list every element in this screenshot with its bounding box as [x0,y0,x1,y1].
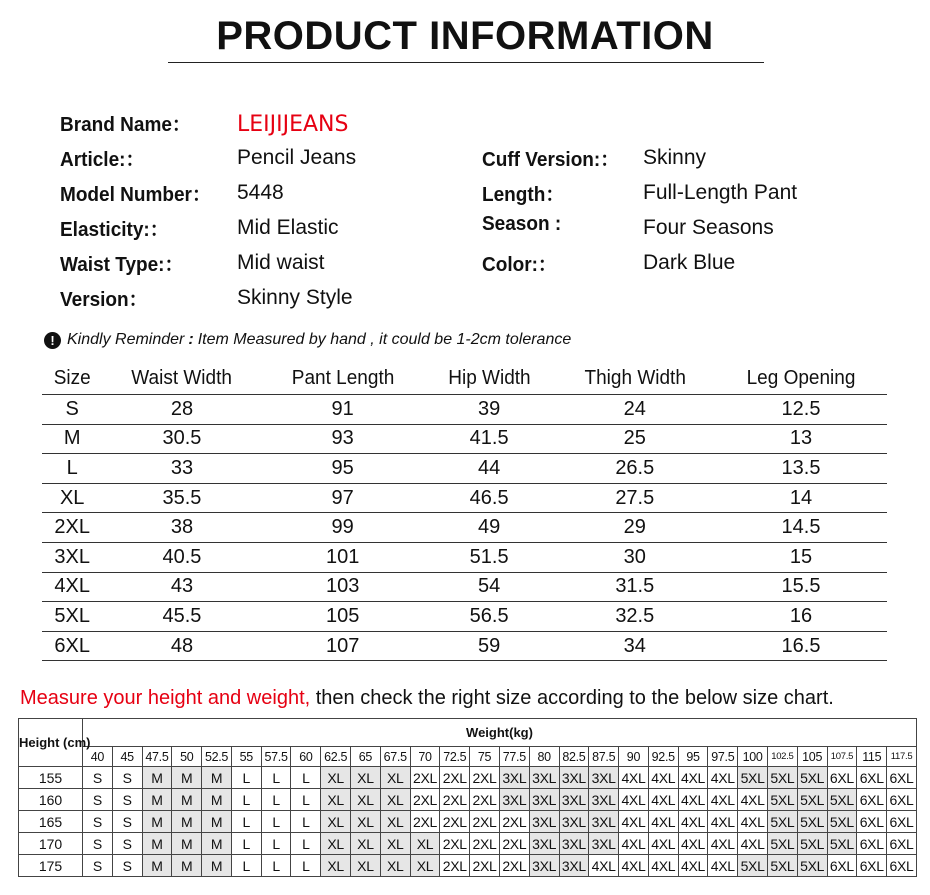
table-row [42,454,887,484]
size-cell: 4XL [708,811,738,833]
measurement-cell: 45.5 [102,602,261,632]
size-cell: L [42,454,102,484]
size-cell: L [261,833,291,855]
measurement-table [42,362,887,661]
size-cell: M [202,833,232,855]
notice-highlight: Measure your height and weight, [20,687,311,709]
size-cell: XL [42,483,102,513]
measurement-cell: 51.5 [424,542,555,572]
weight-cell: 55 [231,747,261,767]
size-cell: 2XL [470,811,500,833]
height-header: Height (cm) [19,719,83,767]
waist-type-value: Mid waist [237,251,325,274]
measurement-cell: 40.5 [102,542,261,572]
size-cell: M [172,855,202,877]
size-cell: 5XL [738,855,768,877]
size-cell: M [142,833,172,855]
measurement-cell: 93 [262,424,424,454]
chart-row [19,811,917,833]
size-cell: 3XL [589,833,619,855]
size-cell: 3XL [589,767,619,789]
height-weight-size-chart [18,718,917,877]
size-cell: XL [351,833,381,855]
size-cell: 6XL [887,833,917,855]
size-cell: 3XL [559,767,589,789]
size-cell: XL [351,855,381,877]
size-cell: 6XL [857,767,887,789]
cuff-version-value: Skinny [643,146,707,169]
size-cell: XL [351,811,381,833]
weight-cell: 92.5 [648,747,678,767]
size-cell: 3XL [42,542,102,572]
weight-cell: 72.5 [440,747,470,767]
weight-cell: 62.5 [321,747,351,767]
version-label: Version： [60,289,148,311]
measurement-cell: 30 [555,542,715,572]
size-cell: 6XL [827,767,857,789]
height-cell: 165 [19,811,83,833]
size-cell: M [142,767,172,789]
size-cell: 4XL [678,855,708,877]
measurement-cell: 13 [715,424,887,454]
size-cell: 3XL [529,833,559,855]
measurement-cell: 95 [262,454,424,484]
size-cell: 4XL [708,789,738,811]
measurement-cell: 107 [262,631,424,661]
size-cell: L [291,855,321,877]
size-cell: 2XL [440,855,470,877]
cuff-version-label: Cuff Version:： [482,149,620,171]
measurement-cell: 27.5 [555,483,715,513]
size-cell: S [112,767,142,789]
size-cell: 4XL [738,811,768,833]
measurement-cell: 29 [555,513,715,543]
size-cell: 4XL [708,833,738,855]
size-cell: 6XL [887,767,917,789]
size-cell: 5XL [767,811,797,833]
table-row [42,602,887,632]
measurement-cell: 97 [262,483,424,513]
size-cell: 5XL [42,602,102,632]
measurement-cell: 43 [102,572,261,602]
size-cell: L [291,789,321,811]
weight-cell: 70 [410,747,440,767]
weight-cell: 97.5 [708,747,738,767]
size-cell: M [202,811,232,833]
size-cell: 5XL [797,789,827,811]
size-cell: S [83,833,113,855]
size-cell: 2XL [440,767,470,789]
height-cell: 155 [19,767,83,789]
measurement-cell: 46.5 [424,483,555,513]
size-cell: 5XL [797,811,827,833]
column-header: Hip Width [447,366,531,389]
size-cell: 2XL [470,767,500,789]
weight-header: Weight(kg) [83,719,917,747]
size-cell: 2XL [499,855,529,877]
size-cell: 3XL [559,833,589,855]
weight-cell: 87.5 [589,747,619,767]
size-cell: XL [321,811,351,833]
size-cell: S [83,767,113,789]
size-chart-notice [20,687,834,710]
size-cell: M [42,424,102,454]
size-cell: 3XL [529,855,559,877]
measurement-table-header [42,362,887,395]
size-cell: L [231,789,261,811]
page-title: PRODUCT INFORMATION [216,14,714,58]
size-cell: 5XL [767,767,797,789]
measurement-cell: 103 [262,572,424,602]
size-cell: 2XL [470,833,500,855]
weight-cell: 117.5 [887,747,917,767]
size-cell: 3XL [559,855,589,877]
measurement-cell: 15 [715,542,887,572]
size-cell: XL [380,855,410,877]
weight-cell: 65 [351,747,381,767]
weight-cell: 105 [797,747,827,767]
size-cell: 4XL [619,767,649,789]
size-cell: 5XL [738,767,768,789]
size-cell: 2XL [440,833,470,855]
size-cell: XL [321,855,351,877]
size-cell: M [172,811,202,833]
chart-row [19,789,917,811]
weight-cell: 52.5 [202,747,232,767]
size-cell: M [142,811,172,833]
size-cell: M [172,833,202,855]
size-cell: S [42,395,102,425]
table-row [42,424,887,454]
weight-cell: 75 [470,747,500,767]
weight-cell: 100 [738,747,768,767]
size-cell: XL [380,789,410,811]
table-row [42,542,887,572]
size-cell: 6XL [857,833,887,855]
column-header: Leg Opening [746,366,856,389]
size-cell: XL [321,833,351,855]
size-cell: L [291,811,321,833]
column-header: Pant Length [291,366,394,389]
height-cell: 175 [19,855,83,877]
measurement-cell: 59 [424,631,555,661]
weight-cell: 82.5 [559,747,589,767]
size-cell: 3XL [499,767,529,789]
measurement-cell: 105 [262,602,424,632]
measurement-cell: 39 [424,395,555,425]
size-cell: S [112,789,142,811]
measurement-cell: 24 [555,395,715,425]
elasticity-label: Elasticity:： [60,219,169,241]
size-cell: L [261,789,291,811]
weight-cell: 107.5 [827,747,857,767]
chart-row [19,855,917,877]
size-cell: 4XL [42,572,102,602]
size-cell: L [231,833,261,855]
table-row [42,572,887,602]
measurement-reminder [44,331,571,349]
size-cell: XL [380,767,410,789]
size-cell: L [261,855,291,877]
size-cell: M [142,855,172,877]
model-number-label: Model Number： [60,184,211,206]
size-cell: 2XL [42,513,102,543]
size-cell: 3XL [559,811,589,833]
model-number-value: 5448 [237,181,284,204]
height-cell: 160 [19,789,83,811]
measurement-cell: 38 [102,513,261,543]
size-cell: 5XL [767,833,797,855]
size-cell: 6XL [857,811,887,833]
size-cell: 6XL [887,789,917,811]
size-cell: 2XL [440,789,470,811]
height-cell: 170 [19,833,83,855]
color-label: Color:： [482,254,557,276]
measurement-cell: 12.5 [715,395,887,425]
size-cell: S [112,855,142,877]
measurement-cell: 30.5 [102,424,261,454]
size-cell: 3XL [499,789,529,811]
measurement-cell: 26.5 [555,454,715,484]
size-cell: 6XL [827,855,857,877]
notice-text: then check the right size according to the below size chart. [310,687,834,709]
size-cell: 4XL [648,767,678,789]
weight-cell: 80 [529,747,559,767]
weight-cell: 47.5 [142,747,172,767]
version-value: Skinny Style [237,286,353,309]
size-cell: S [112,811,142,833]
size-cell: 4XL [738,833,768,855]
measurement-cell: 41.5 [424,424,555,454]
size-cell: 2XL [410,789,440,811]
weight-cell: 77.5 [499,747,529,767]
reminder-prefix: Kindly Reminder [67,331,185,348]
weight-cell: 50 [172,747,202,767]
weight-values-row [19,747,917,767]
size-cell: 6XL [857,789,887,811]
measurement-cell: 34 [555,631,715,661]
size-cell: 2XL [470,789,500,811]
size-cell: S [83,811,113,833]
title-underline [168,62,764,63]
size-cell: 4XL [648,811,678,833]
size-cell: 4XL [678,789,708,811]
size-cell: 5XL [797,767,827,789]
size-cell: 3XL [529,767,559,789]
size-cell: 3XL [529,811,559,833]
measurement-cell: 14.5 [715,513,887,543]
size-cell: M [142,789,172,811]
weight-cell: 115 [857,747,887,767]
season-label: Season : [482,213,562,235]
size-cell: XL [351,789,381,811]
column-header: Thigh Width [584,366,686,389]
measurement-cell: 56.5 [424,602,555,632]
chart-row [19,833,917,855]
measurement-cell: 28 [102,395,261,425]
size-cell: 5XL [827,789,857,811]
table-row [42,483,887,513]
season-value: Four Seasons [643,216,774,239]
measurement-cell: 99 [262,513,424,543]
size-cell: 6XL [887,811,917,833]
size-cell: 2XL [410,811,440,833]
article-value: Pencil Jeans [237,146,357,169]
weight-cell: 45 [112,747,142,767]
size-cell: 5XL [767,855,797,877]
size-cell: 4XL [619,811,649,833]
measurement-cell: 16 [715,602,887,632]
size-cell: 4XL [648,789,678,811]
size-cell: 5XL [827,811,857,833]
size-cell: M [202,789,232,811]
size-cell: 5XL [827,833,857,855]
size-cell: 3XL [559,789,589,811]
size-cell: 6XL [42,631,102,661]
size-cell: M [172,767,202,789]
measurement-cell: 16.5 [715,631,887,661]
measurement-cell: 44 [424,454,555,484]
size-cell: 4XL [619,833,649,855]
size-cell: M [202,855,232,877]
size-cell: 2XL [410,767,440,789]
size-cell: XL [380,811,410,833]
size-cell: 3XL [529,789,559,811]
weight-cell: 90 [619,747,649,767]
weight-cell: 40 [83,747,113,767]
table-row [42,631,887,661]
size-cell: 3XL [589,811,619,833]
weight-cell: 67.5 [380,747,410,767]
measurement-cell: 33 [102,454,261,484]
measurement-cell: 101 [262,542,424,572]
measurement-cell: 54 [424,572,555,602]
measurement-cell: 35.5 [102,483,261,513]
size-cell: 3XL [589,789,619,811]
size-cell: 4XL [648,855,678,877]
measurement-cell: 91 [262,395,424,425]
size-cell: 2XL [440,811,470,833]
size-cell: L [291,767,321,789]
length-label: Length： [482,184,565,206]
size-cell: 4XL [708,855,738,877]
size-cell: L [231,767,261,789]
weight-cell: 57.5 [261,747,291,767]
size-cell: 6XL [887,855,917,877]
waist-type-label: Waist Type:： [60,254,184,276]
size-cell: XL [351,767,381,789]
size-cell: 4XL [678,767,708,789]
article-label: Article:： [60,149,145,171]
size-cell: XL [410,833,440,855]
chart-header-row [19,719,917,747]
measurement-cell: 13.5 [715,454,887,484]
size-cell: L [261,811,291,833]
size-cell: 6XL [857,855,887,877]
reminder-text: Item Measured by hand , it could be 1-2cm tolerance [197,331,572,348]
size-cell: XL [321,789,351,811]
measurement-cell: 32.5 [555,602,715,632]
measurement-cell: 31.5 [555,572,715,602]
measurement-cell: 25 [555,424,715,454]
weight-cell: 60 [291,747,321,767]
size-cell: M [202,767,232,789]
size-cell: S [83,855,113,877]
size-cell: 4XL [619,855,649,877]
reminder-separator: : [188,331,194,348]
column-header: Size [53,366,91,389]
brand-value: LEIJIJEANS [237,112,349,137]
color-value: Dark Blue [643,251,736,274]
measurement-cell: 49 [424,513,555,543]
size-cell: L [231,811,261,833]
table-row [42,513,887,543]
size-cell: 2XL [499,833,529,855]
size-cell: 4XL [738,789,768,811]
size-cell: XL [410,855,440,877]
table-row [42,395,887,425]
elasticity-value: Mid Elastic [237,216,339,239]
chart-row [19,767,917,789]
size-cell: 4XL [589,855,619,877]
weight-cell: 102.5 [767,747,797,767]
measurement-cell: 48 [102,631,261,661]
size-cell: L [231,855,261,877]
size-cell: M [172,789,202,811]
size-cell: 2XL [470,855,500,877]
size-cell: S [112,833,142,855]
size-cell: XL [321,767,351,789]
weight-cell: 95 [678,747,708,767]
size-cell: 5XL [797,833,827,855]
size-cell: L [291,833,321,855]
length-value: Full-Length Pant [643,181,798,204]
size-cell: 4XL [678,833,708,855]
size-cell: 5XL [767,789,797,811]
exclamation-icon: ! [44,332,61,349]
column-header: Waist Width [131,366,233,389]
size-cell: 2XL [499,811,529,833]
size-cell: S [83,789,113,811]
measurement-cell: 15.5 [715,572,887,602]
size-cell: 4XL [619,789,649,811]
size-cell: 4XL [648,833,678,855]
size-cell: L [261,767,291,789]
size-cell: 4XL [678,811,708,833]
size-cell: 4XL [708,767,738,789]
measurement-cell: 14 [715,483,887,513]
size-cell: XL [380,833,410,855]
brand-label: Brand Name： [60,114,191,136]
size-cell: 5XL [797,855,827,877]
